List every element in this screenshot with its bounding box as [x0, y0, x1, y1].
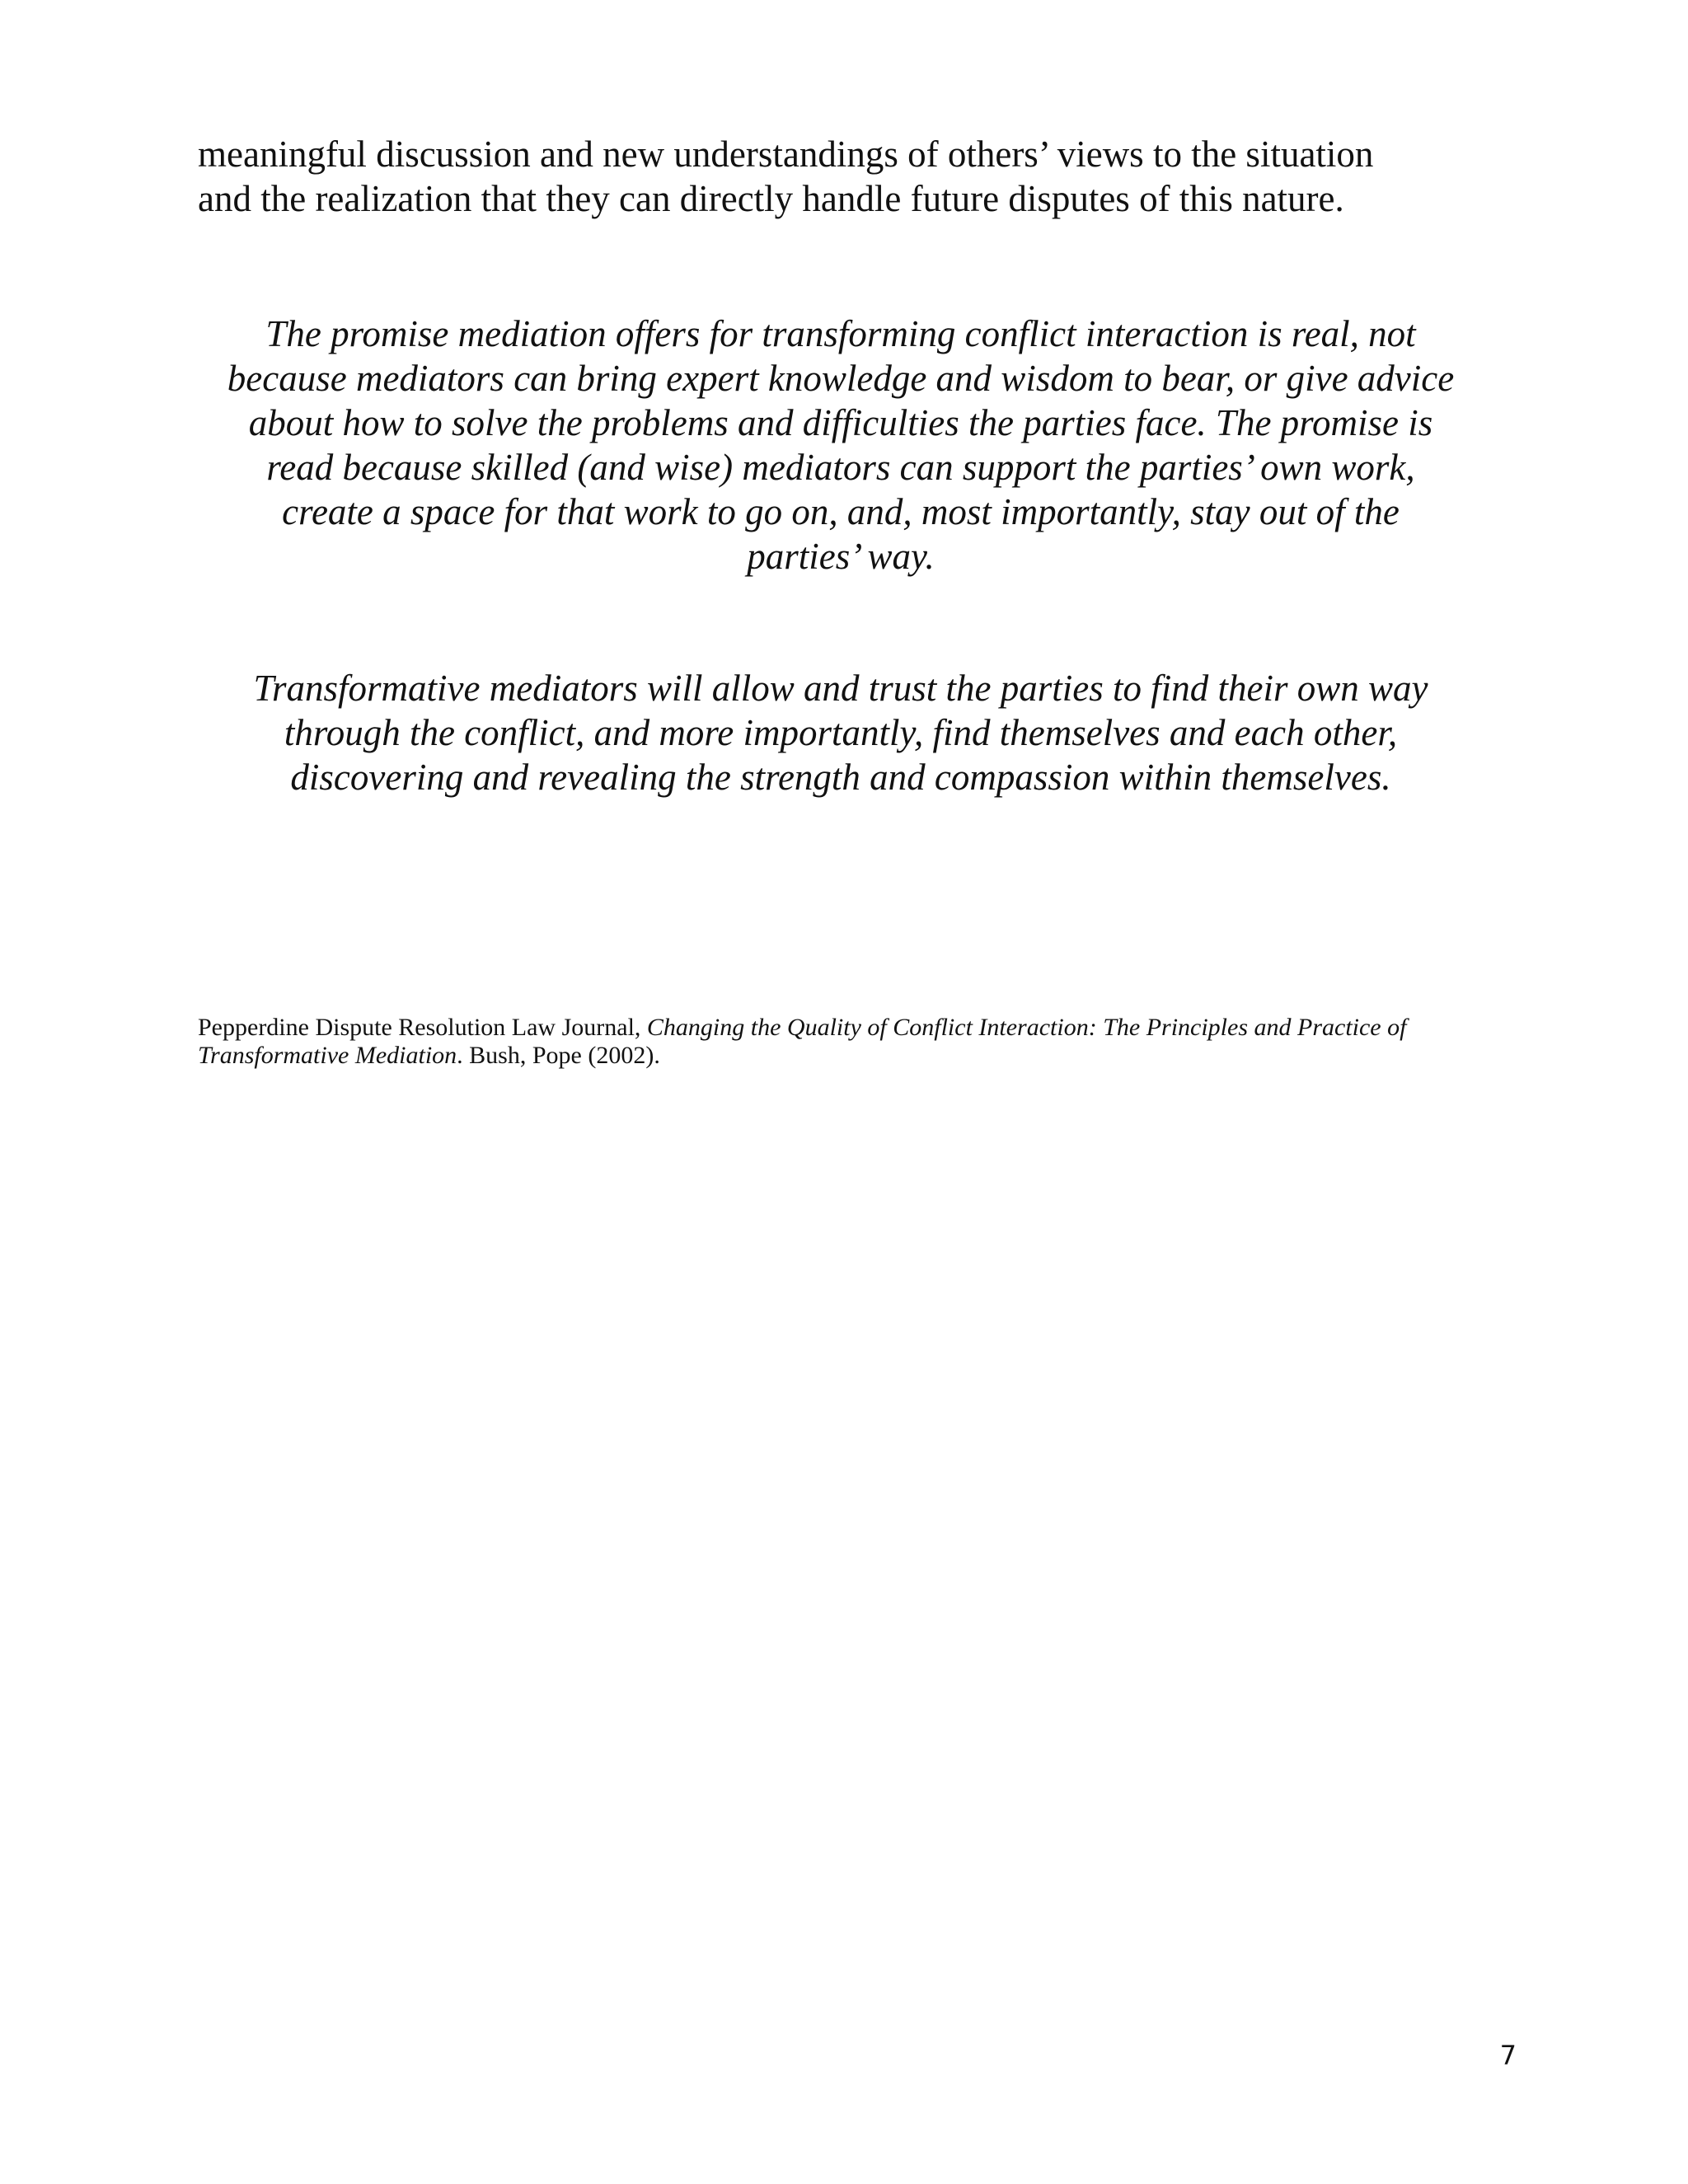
citation: [198, 1014, 1517, 1070]
block-quote-transformative: Transformative mediators will allow and trust the parties to find their own way through the conflict, and more importantly, find themselves and each other, discovering and revealing the strength and compassion within themselves.: [253, 668, 1428, 798]
citation-authors: . Bush, Pope (2002).: [457, 1042, 660, 1069]
body-paragraph: meaningful discussion and new understandings of others’ views to the situation and the realization that they can directly handle future disputes of this nature.: [198, 134, 1374, 219]
page-number: 7: [1499, 2040, 1517, 2071]
citation-source: Pepperdine Dispute Resolution Law Journal,: [198, 1014, 647, 1041]
block-quote-promise: The promise mediation offers for transforming conflict interaction is real, not because mediators can bring expert knowledge and wisdom to bear, or give advice about how to solve the problems and difficulties the parties face. The promise is read because skilled (and wise) mediators can support the parties’ own work, create a space for that work to go on, and, most importantly, stay out of the parties’ way.: [227, 313, 1455, 577]
citation-title: Changing the Quality of Conflict Interaction: The Principles and Practice of Transformative Mediation: [198, 1014, 1407, 1069]
